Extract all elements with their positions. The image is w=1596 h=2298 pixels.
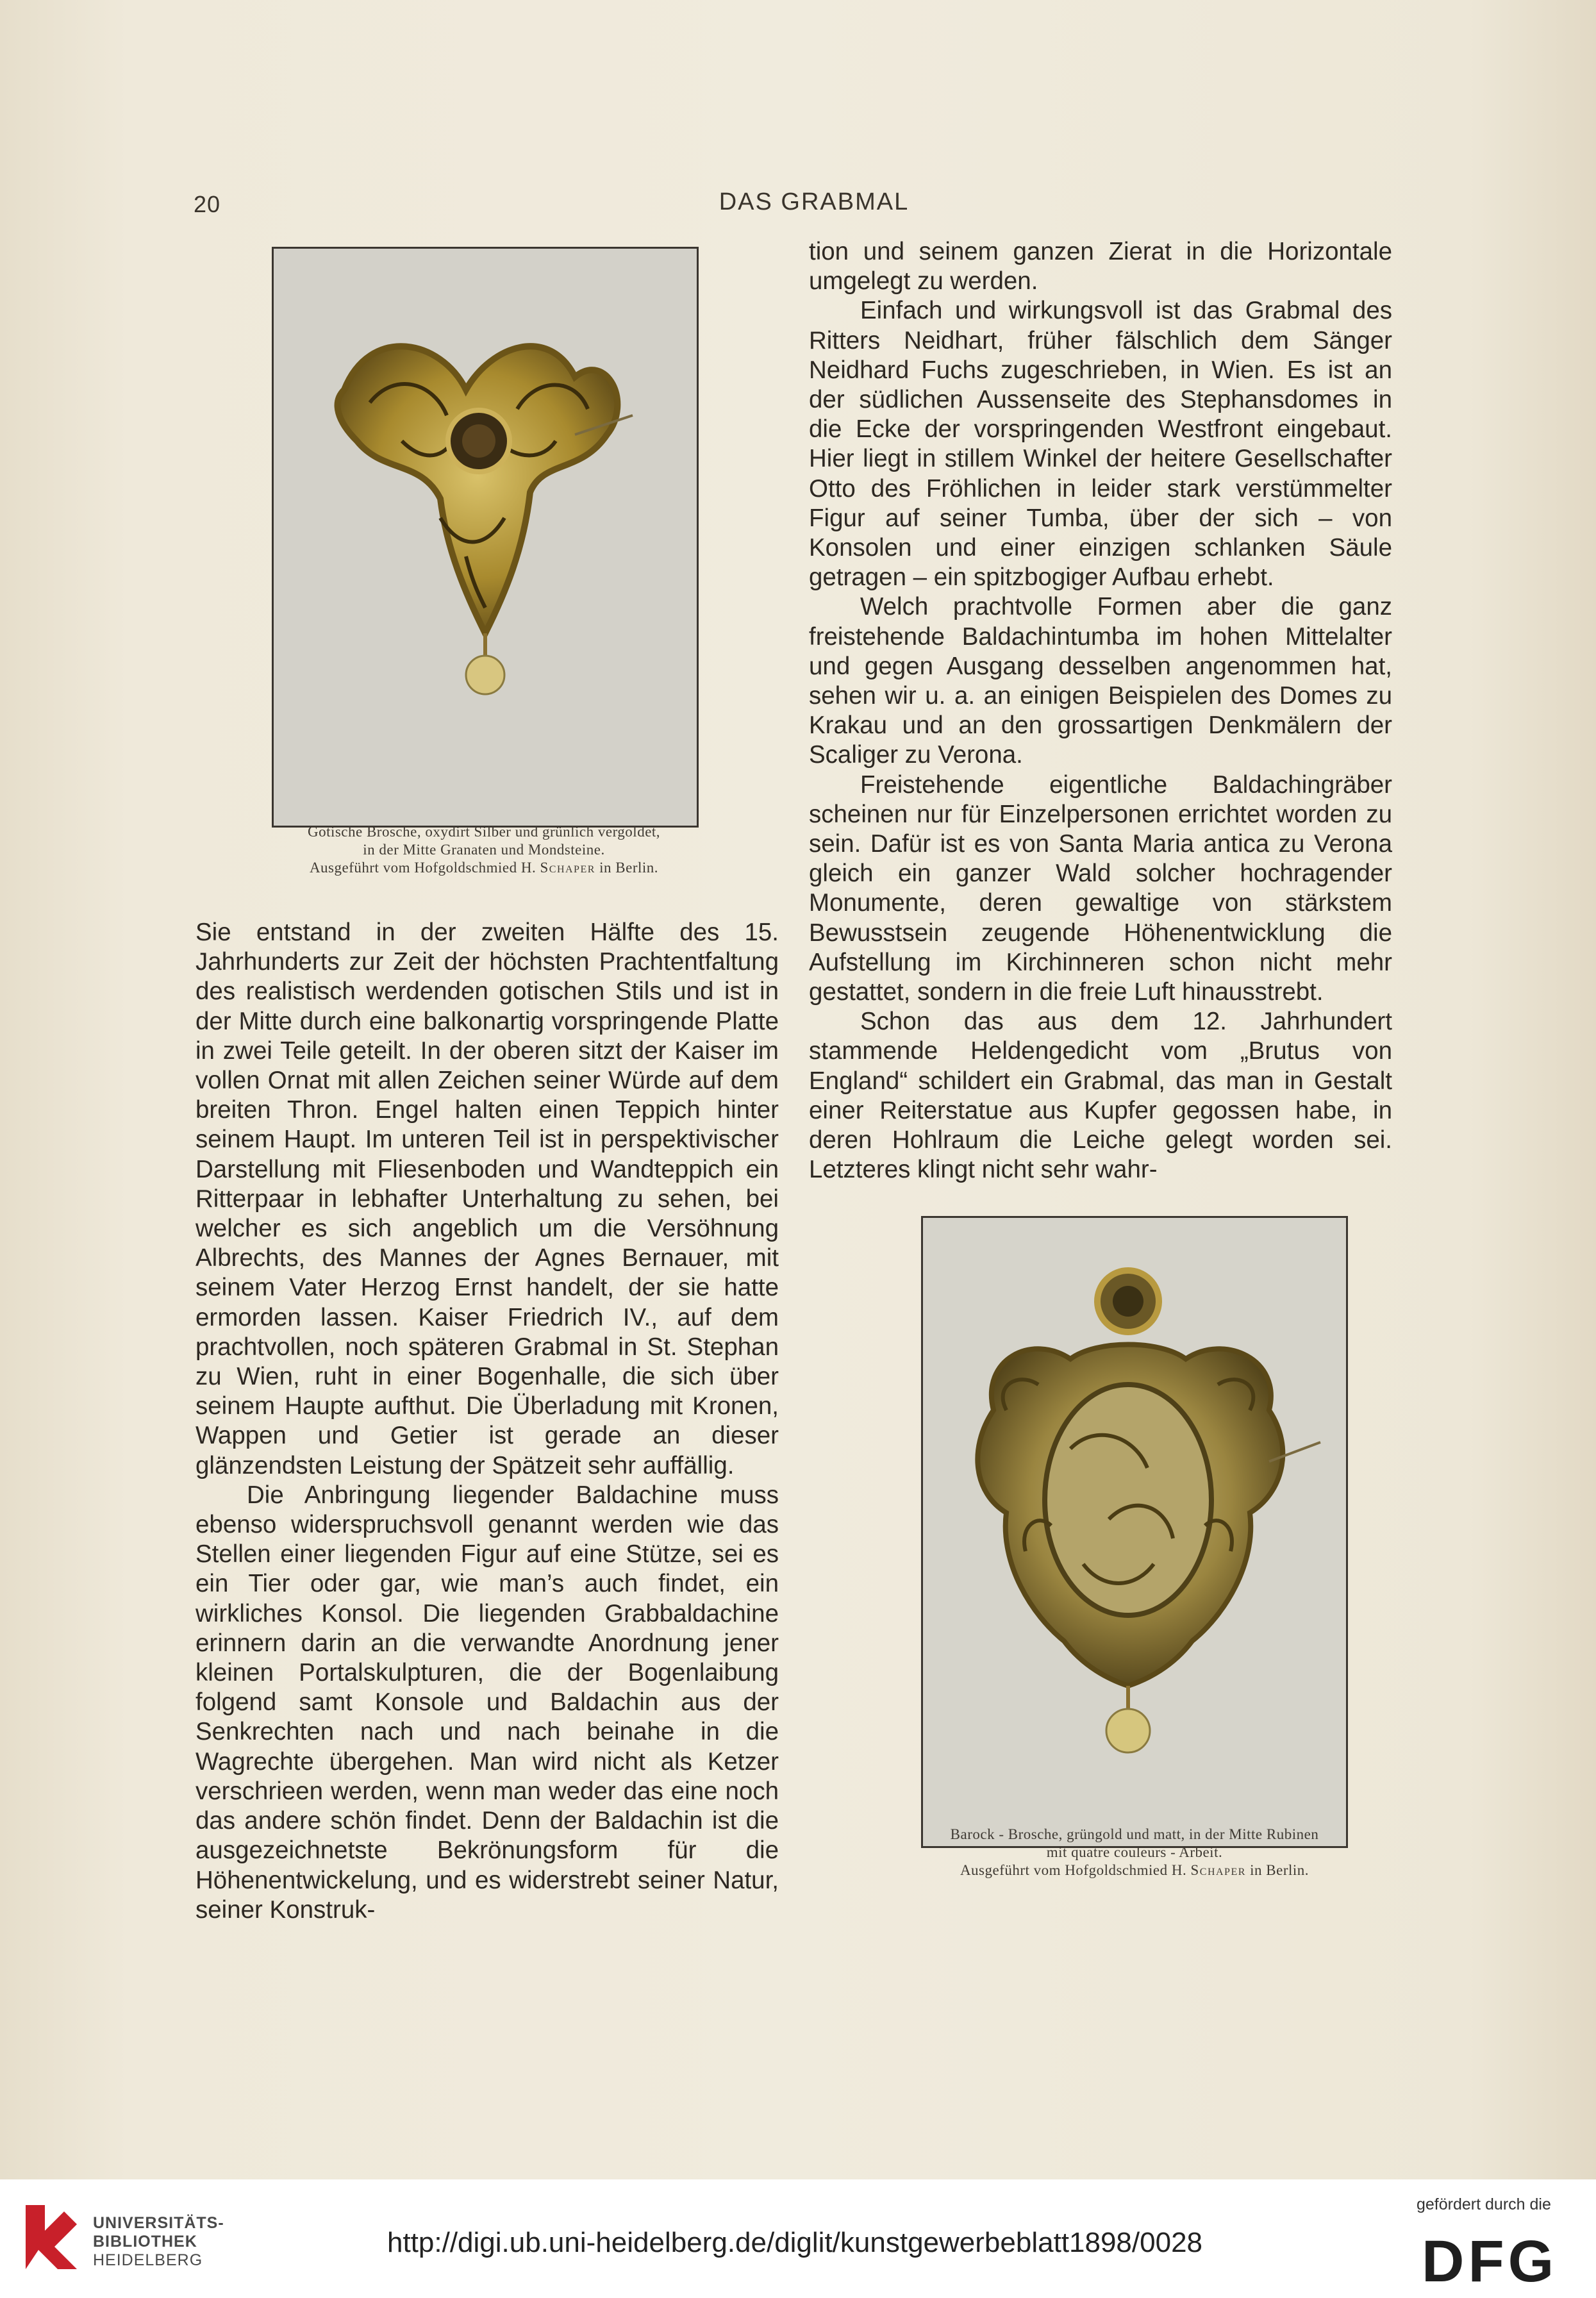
figure2-caption-line: Barock - Brosche, grüngold und matt, in der Mitte Rubinen: [950, 1826, 1319, 1842]
paragraph: Die Anbringung liegender Baldachine muss ebenso widerspruchsvoll genannt werden wie das Stellen einer liegenden Figur auf eine Stütze, sei es ein Tier oder gar, wie man’s auch findet, ein wirkliches Konsol. Die liegenden Grabbaldachine erinnern darin an die verwandte Anordnung jener kleinen Portalskulpturen, die der Bogenlaibung folgend samt Konsole und Baldachin aus der Senkrechten nach und nach beinahe in die Wagrechte übergehen. Man wird nicht als Ketzer verschrieen werden, wenn man weder das eine noch das andere schön findet. Denn der Baldachin ist die ausgezeichnetste Bekrönungsform für die Höhenentwickelung, und es widerstrebt seiner Natur, seiner Konstruk-: [195, 1481, 779, 1924]
caption-credit-suffix: in Berlin.: [1250, 1862, 1309, 1878]
permalink-url[interactable]: http://digi.ub.uni-heidelberg.de/diglit/kunstgewerbeblatt1898/0028: [387, 2227, 1203, 2258]
library-name-line: BIBLIOTHEK: [93, 2233, 197, 2251]
gothic-brooch-illustration: [274, 249, 697, 826]
right-text-column: [809, 237, 1392, 1185]
figure1-caption: [244, 823, 724, 877]
caption-credit-name: Schaper: [540, 860, 595, 876]
figure2-caption-line: mit quatre couleurs - Arbeit.: [1046, 1844, 1223, 1860]
figure1-caption-credit: [244, 859, 724, 877]
figure1-caption-line: in der Mitte Granaten und Mondsteine.: [363, 842, 605, 858]
left-text-column: [195, 918, 779, 1925]
dfg-logo[interactable]: DFG: [1422, 2229, 1558, 2294]
figure2-caption-credit: [852, 1861, 1417, 1879]
baroque-brooch-illustration: [923, 1218, 1346, 1846]
caption-credit-prefix: Ausgeführt vom Hofgoldschmied H.: [309, 860, 536, 876]
figure1-caption-line: Gotische Brosche, oxydirt Silber und grünlich vergoldet,: [307, 824, 661, 840]
paragraph: Sie entstand in der zweiten Hälfte des 15. Jahrhunderts zur Zeit der höchsten Prachtentfaltung des realistisch werdenden gotischen Stils und ist in der Mitte durch eine balkonartig vorspringende Platte in zwei Teile geteilt. In der oberen sitzt der Kaiser im vollen Ornat mit allen Zeichen seiner Würde auf dem breiten Thron. Engel halten einen Teppich hinter seinem Haupt. Im unteren Teil ist in perspektivischer Darstellung mit Fliesenboden und Wandteppich ein Ritterpaar in lebhafter Unterhaltung zu sehen, bei welcher es sich angeblich um die Versöhnung Albrechts, des Mannes der Agnes Bernauer, mit seinem Vater Herzog Ernst handelt, der sie hatte ermorden lassen. Kaiser Friedrich IV., auf dem prachtvollen, noch späteren Grabmal in St. Stephan zu Wien, ruht in einer Bogenhalle, die sich über seinem Haupte aufthut. Die Überladung mit Kronen, Wappen und Getier ist gerade an dieser glänzendsten Leistung der Spätzeit sehr auffällig.: [195, 919, 779, 1479]
library-name-line: UNIVERSITÄTS-: [93, 2214, 224, 2232]
caption-credit-suffix: in Berlin.: [599, 860, 659, 876]
running-title: DAS GRABMAL: [719, 188, 910, 215]
caption-credit-prefix: Ausgeführt vom Hofgoldschmied H.: [960, 1862, 1187, 1878]
paragraph: Schon das aus dem 12. Jahrhundert stammende Heldengedicht vom „Brutus von England“ schildert ein Grabmal, das man in Gestalt einer Reiterstatue aus Kupfer gegossen habe, in deren Hohlraum die Leiche gelegt worden sei. Letzteres klingt nicht sehr wahr-: [809, 1008, 1392, 1184]
figure-gothic-brooch: [272, 247, 699, 828]
figure2-caption: [852, 1826, 1417, 1879]
paragraph: Einfach und wirkungsvoll ist das Grabmal des Ritters Neidhart, früher fälschlich dem Sänger Neidhard Fuchs zugeschrieben, in Wien. Es ist an der südlichen Aussenseite des Stephansdomes in die Ecke der vorspringenden Westfront eingebaut. Hier liegt in stillem Winkel der heitere Gesellschafter Otto des Fröhlichen in leider stark verstümmelter Figur auf seiner Tumba, über der sich – von Konsolen und einer einzigen schlanken Säule getragen – ein spitzbogiger Aufbau erhebt.: [809, 297, 1392, 592]
page-number: 20: [194, 191, 221, 217]
funded-by-label: gefördert durch die: [1417, 2195, 1551, 2213]
figure-baroque-brooch: [921, 1216, 1348, 1848]
library-name[interactable]: [93, 2214, 224, 2270]
paragraph: Welch prachtvolle Formen aber die ganz freistehende Baldachintumba im hohen Mittelalter und gegen Ausgang desselben angenommen hat, sehen wir u. a. an einigen Beispielen des Domes zu Krakau und an den grossartigen Denkmälern der Scaliger zu Verona.: [809, 593, 1392, 769]
paragraph: tion und seinem ganzen Zierat in die Horizontale umgelegt zu werden.: [809, 238, 1392, 296]
library-name-line: HEIDELBERG: [93, 2251, 203, 2269]
library-logo-icon[interactable]: [19, 2199, 83, 2276]
paragraph: Freistehende eigentliche Baldachingräber scheinen nur für Einzelpersonen errichtet worden zu sein. Dafür ist es von Santa Maria antica zu Verona gleich ein ganzer Wald solcher hochragender Monumente, deren gewaltige von stärkstem Bewusstsein zeugende Höhenentwicklung die Aufstellung im Kirchinneren schon nicht mehr gestattet, sondern in die freie Luft hinausstrebt.: [809, 770, 1392, 1006]
caption-credit-name: Schaper: [1190, 1862, 1246, 1878]
